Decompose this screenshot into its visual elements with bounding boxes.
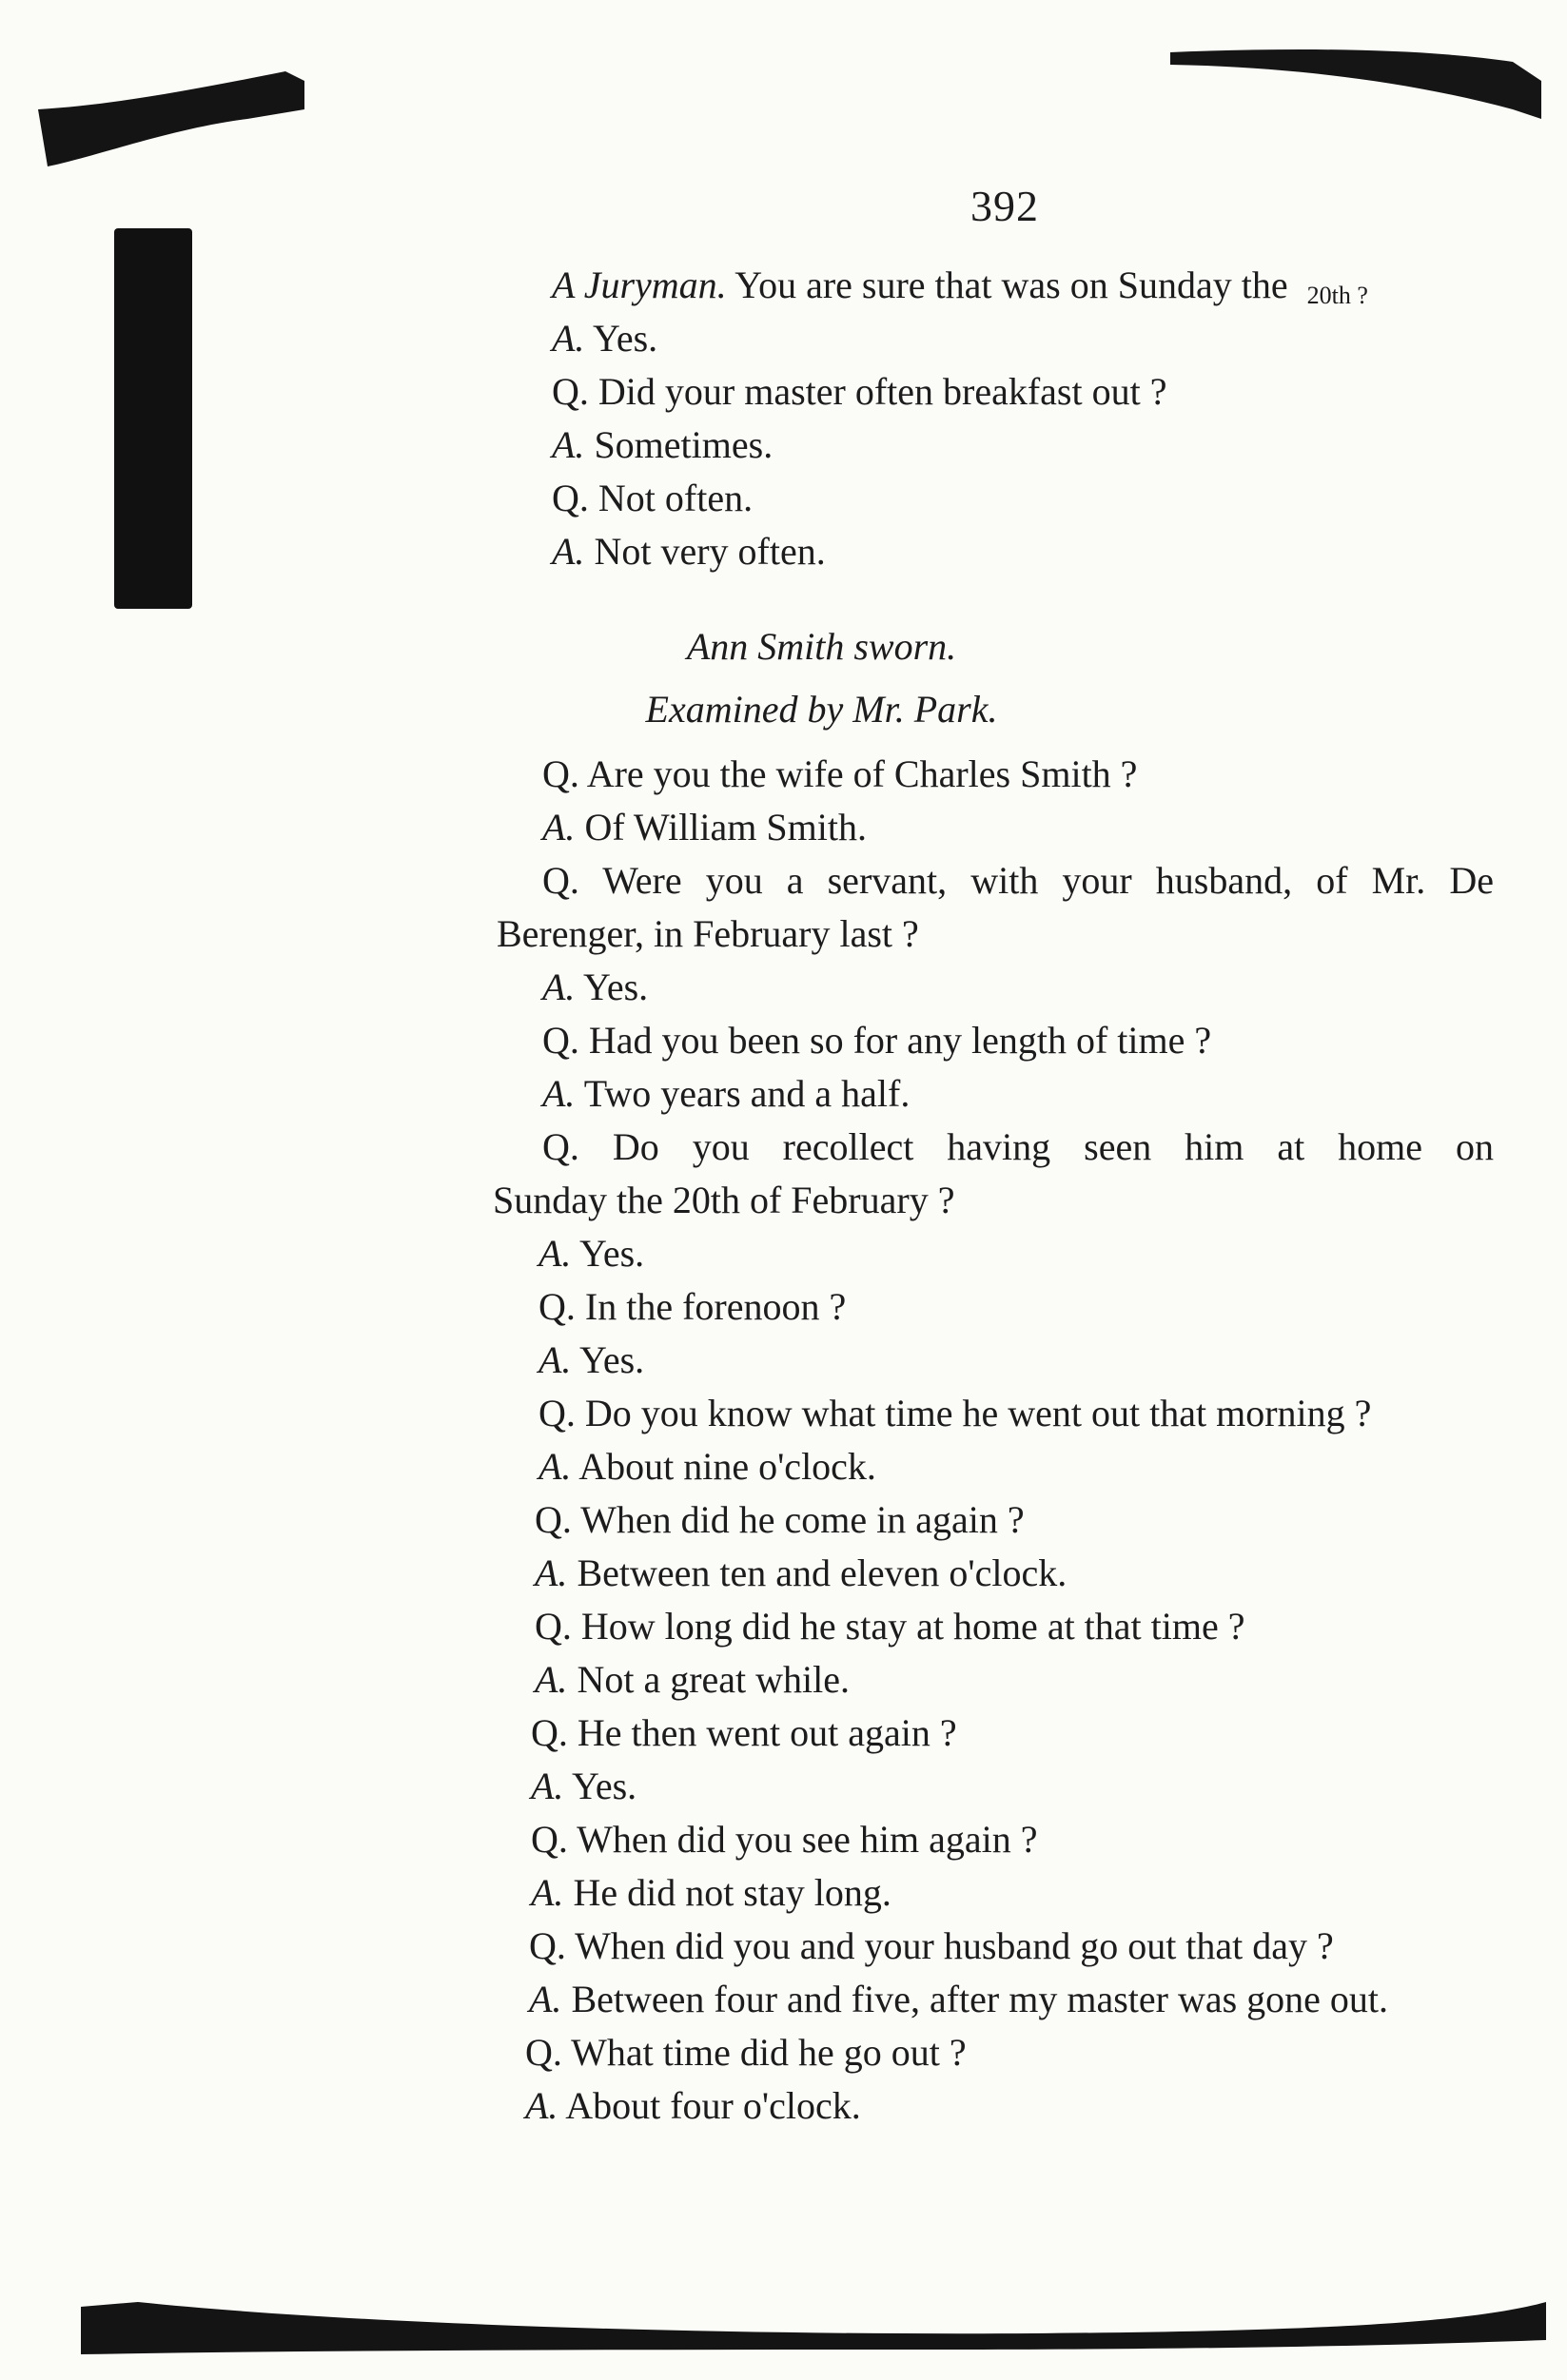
speaker-label: A. <box>539 1338 572 1381</box>
speaker-label: A. <box>535 1658 568 1701</box>
line-text: When did you see him again ? <box>577 1818 1038 1861</box>
transcript-line <box>535 1653 850 1707</box>
line-text: Between four and five, after my master was gone out. <box>571 1978 1389 2020</box>
speaker-label: A. <box>539 1232 572 1275</box>
transcript-line <box>531 1813 1037 1866</box>
transcript-line <box>542 1014 1211 1067</box>
transcript-line <box>529 1920 1334 1973</box>
transcript-line <box>535 1493 1025 1547</box>
speaker-label: Q. <box>542 752 579 795</box>
speaker-label: Q. <box>539 1285 576 1328</box>
line-text: Not very often. <box>594 530 826 573</box>
line-text: Yes. <box>582 966 649 1008</box>
transcript-line <box>529 1973 1388 2026</box>
line-text: How long did he stay at home at that time ? <box>580 1605 1245 1648</box>
transcript-line <box>539 1387 1371 1440</box>
speaker-label: Q. <box>535 1605 572 1648</box>
speaker-label: Q. <box>552 477 589 519</box>
transcript-line <box>552 312 657 365</box>
transcript-line <box>531 1760 637 1813</box>
line-text: When did he come in again ? <box>580 1498 1025 1541</box>
line-text: Between ten and eleven o'clock. <box>577 1551 1068 1594</box>
speaker-label: A. <box>525 2084 558 2127</box>
transcript-line <box>539 1227 644 1280</box>
transcript-line <box>542 801 867 854</box>
line-text: What time did he go out ? <box>571 2031 967 2074</box>
speaker-label: A. <box>531 1765 564 1807</box>
speaker-label: Q. <box>529 1924 566 1967</box>
line-suffix: 20th ? <box>1306 282 1368 309</box>
transcript-line <box>552 365 1166 419</box>
line-text: He then went out again ? <box>577 1711 957 1754</box>
line-text: Were you a servant, with your husband, of Mr. De <box>602 859 1494 902</box>
page-number: 392 <box>970 182 1039 230</box>
line-text: Yes. <box>578 1232 645 1275</box>
line-text: Did your master often breakfast out ? <box>597 370 1167 413</box>
speaker-label: Q. <box>531 1711 568 1754</box>
transcript-line <box>539 1334 644 1387</box>
line-text: Not a great while. <box>577 1658 850 1701</box>
speaker-label: A. <box>529 1978 562 2020</box>
line-text: You are sure that was on Sunday the <box>735 263 1288 306</box>
transcript-line <box>542 1121 1494 1174</box>
transcript-line <box>552 419 773 472</box>
transcript-line <box>539 1440 876 1493</box>
speaker-label: A. <box>542 966 576 1008</box>
transcript-line <box>525 2026 967 2079</box>
line-text: Yes. <box>578 1338 645 1381</box>
line-text: Not often. <box>597 477 754 519</box>
speaker-label: Q. <box>531 1818 568 1861</box>
transcript-line <box>542 854 1494 907</box>
transcript-line <box>531 1866 891 1920</box>
speaker-label: Q. <box>539 1392 576 1434</box>
speaker-label: A. <box>552 423 585 466</box>
line-text: Of William Smith. <box>584 806 867 849</box>
speaker-label: A. <box>552 530 585 573</box>
speaker-label: Q. <box>552 370 589 413</box>
transcript-line <box>531 1707 957 1760</box>
line-text: Do you know what time he went out that morning ? <box>584 1392 1372 1434</box>
speaker-label: Q. <box>542 1125 579 1168</box>
line-text: Yes. <box>571 1765 637 1807</box>
line-text: About four o'clock. <box>565 2084 861 2127</box>
line-text: Yes. <box>592 317 658 360</box>
line-text: When did you and your husband go out that day ? <box>575 1924 1334 1967</box>
transcript-line <box>535 1600 1245 1653</box>
line-text: Had you been so for any length of time ? <box>588 1019 1212 1062</box>
speaker-label: Q. <box>542 1019 579 1062</box>
speaker-label: Q. <box>542 859 579 902</box>
line-text: Two years and a half. <box>583 1072 911 1115</box>
speaker-label: Q. <box>535 1498 572 1541</box>
transcript-line <box>542 748 1137 801</box>
examined-heading: Examined by Mr. Park. <box>645 688 998 731</box>
speaker-label: A. <box>542 1072 576 1115</box>
line-text: In the forenoon ? <box>584 1285 847 1328</box>
transcript-line <box>539 1280 846 1334</box>
speaker-label: Q. <box>525 2031 562 2074</box>
transcript-continuation: Berenger, in February last ? <box>497 912 919 955</box>
transcript-continuation: Sunday the 20th of February ? <box>493 1179 955 1221</box>
transcript-line <box>552 259 1368 317</box>
line-text: About nine o'clock. <box>578 1445 876 1488</box>
transcript-line <box>542 961 648 1014</box>
line-text: Do you recollect having seen him at home on <box>612 1125 1495 1168</box>
transcript-line <box>542 1067 910 1121</box>
line-text: He did not stay long. <box>573 1871 891 1914</box>
transcript-line <box>535 1547 1067 1600</box>
line-text: Sometimes. <box>594 423 774 466</box>
speaker-label: A. <box>531 1871 564 1914</box>
speaker-label: A. <box>539 1445 572 1488</box>
speaker-label: A. <box>535 1551 568 1594</box>
transcript-line <box>552 525 826 578</box>
line-text: Are you the wife of Charles Smith ? <box>586 752 1138 795</box>
speaker-label: A. <box>552 317 585 360</box>
sworn-heading: Ann Smith sworn. <box>686 625 957 668</box>
speaker-label: A Juryman. <box>552 263 727 306</box>
transcript-line <box>552 472 753 525</box>
transcript-line <box>525 2079 861 2133</box>
speaker-label: A. <box>542 806 576 849</box>
